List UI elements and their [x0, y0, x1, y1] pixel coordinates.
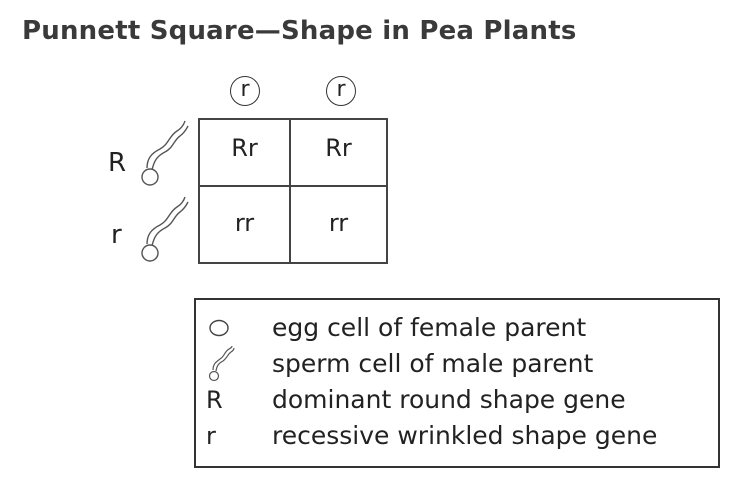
- legend-symbol: r: [206, 422, 216, 450]
- male-allele-1: R: [108, 148, 127, 178]
- punnett-cell: Rr: [291, 120, 386, 187]
- legend-text: recessive wrinkled shape gene: [272, 421, 658, 450]
- punnett-cell: rr: [328, 209, 349, 237]
- legend-text: dominant round shape gene: [272, 385, 626, 414]
- punnett-cell: Rr: [200, 120, 291, 187]
- legend-item: [196, 418, 718, 454]
- page-title: Punnett Square—Shape in Pea Plants: [22, 16, 577, 46]
- legend: [194, 298, 720, 468]
- legend-symbol: R: [206, 386, 223, 414]
- legend-item: [196, 382, 718, 418]
- punnett-square: [198, 118, 388, 264]
- egg-icon: [206, 310, 246, 346]
- male-allele-2: r: [111, 220, 122, 250]
- female-allele-2: r: [326, 76, 356, 106]
- sperm-icon: [136, 120, 192, 190]
- legend-text: sperm cell of male parent: [272, 349, 594, 378]
- female-allele-1: r: [230, 76, 260, 106]
- legend-item: [196, 346, 718, 382]
- sperm-icon: [136, 196, 192, 266]
- sperm-icon: [206, 346, 246, 382]
- legend-text: egg cell of female parent: [272, 313, 587, 342]
- legend-item: [196, 310, 718, 346]
- punnett-cell: rr: [200, 187, 291, 262]
